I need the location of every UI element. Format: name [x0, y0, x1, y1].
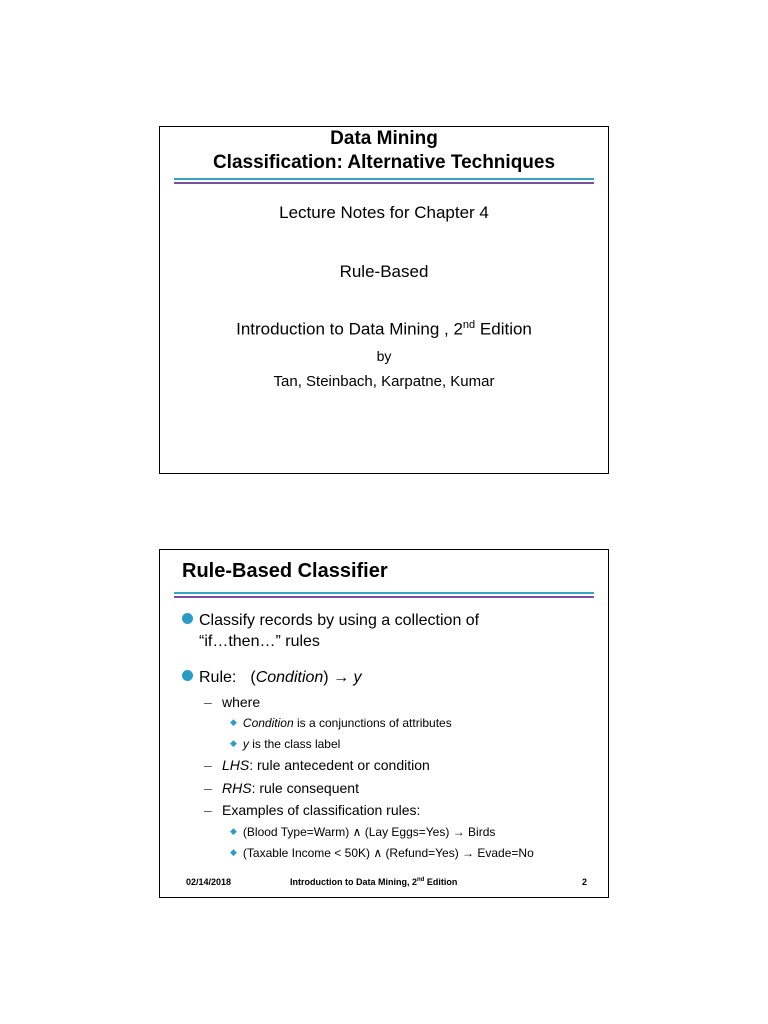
slide-1 [159, 126, 609, 474]
footer-book-sup: nd [417, 877, 425, 883]
arrow-icon: → [333, 669, 350, 686]
slide1-title-line1: Data Mining [330, 128, 438, 149]
footer-page-number: 2 [582, 877, 588, 887]
footer-book [290, 877, 457, 887]
rhs-term: RHS [222, 780, 252, 796]
condition-term: Condition [242, 716, 294, 730]
title-rule-purple [174, 182, 594, 184]
footer-book-text: Introduction to Data Mining, 2 [290, 877, 417, 887]
example-2-text: (Taxable Income < 50K) ∧ (Refund=Yes) → Evade=No [242, 846, 534, 860]
slide1-authors: Tan, Steinbach, Karpatne, Kumar [273, 373, 495, 390]
lhs-desc: : rule antecedent or condition [249, 757, 430, 773]
bullet-dot-icon [182, 670, 193, 681]
sub-rhs: – RHS: rule consequent [204, 780, 359, 796]
sub-examples: – Examples of classification rules: [204, 802, 421, 818]
y-term: y [242, 737, 249, 751]
example-2 [230, 846, 534, 860]
examples-text: Examples of classification rules: [222, 802, 421, 818]
diamond-bullet-icon: ◆ [230, 738, 237, 749]
rhs-desc: : rule consequent [251, 780, 359, 796]
slide2-title: Rule-Based Classifier [182, 560, 388, 582]
bullet-1 [182, 612, 479, 630]
example-1-text: (Blood Type=Warm) ∧ (Lay Eggs=Yes) → Birds [242, 825, 496, 839]
slide2-rule-teal [174, 592, 594, 594]
subsub-y [230, 737, 340, 751]
book-title-sup: nd [462, 319, 476, 331]
y-desc: is the class label [248, 737, 341, 751]
example-1 [230, 825, 495, 839]
bullet-2: Rule: (Condition) → y [182, 669, 362, 687]
slide1-topic: Rule-Based [339, 262, 429, 281]
slide1-book-title [160, 319, 608, 340]
bullet-1-text: Classify records by using a collection of [199, 612, 480, 629]
where-text: where [222, 694, 261, 710]
footer-book-edition: Edition [424, 877, 458, 887]
diamond-bullet-icon: ◆ [230, 717, 237, 728]
condition-desc: is a conjunctions of attributes [293, 716, 452, 730]
lhs-term: LHS [222, 757, 250, 773]
diamond-bullet-icon: ◆ [230, 826, 237, 837]
rule-y: y [353, 669, 362, 686]
title-rule-teal [174, 178, 594, 180]
bullet-dot-icon [182, 613, 193, 624]
footer-date: 02/14/2018 [186, 877, 232, 887]
book-title-text: Introduction to Data Mining , 2 [236, 319, 463, 339]
slide1-by: by [376, 348, 392, 364]
subsub-condition [230, 716, 452, 730]
slide2-rule-purple [174, 596, 594, 598]
rule-label: Rule: [199, 669, 237, 686]
bullet-1-cont: “if…then…” rules [199, 633, 320, 650]
rule-condition: Condition [255, 669, 324, 686]
slide-2 [159, 549, 609, 898]
book-title-edition: Edition [475, 319, 532, 339]
diamond-bullet-icon: ◆ [230, 847, 237, 858]
slide1-title-line2: Classification: Alternative Techniques [212, 152, 556, 173]
sub-lhs: – LHS: rule antecedent or condition [204, 757, 430, 773]
slide1-subtitle: Lecture Notes for Chapter 4 [279, 203, 489, 222]
sub-where: – where [204, 694, 261, 710]
